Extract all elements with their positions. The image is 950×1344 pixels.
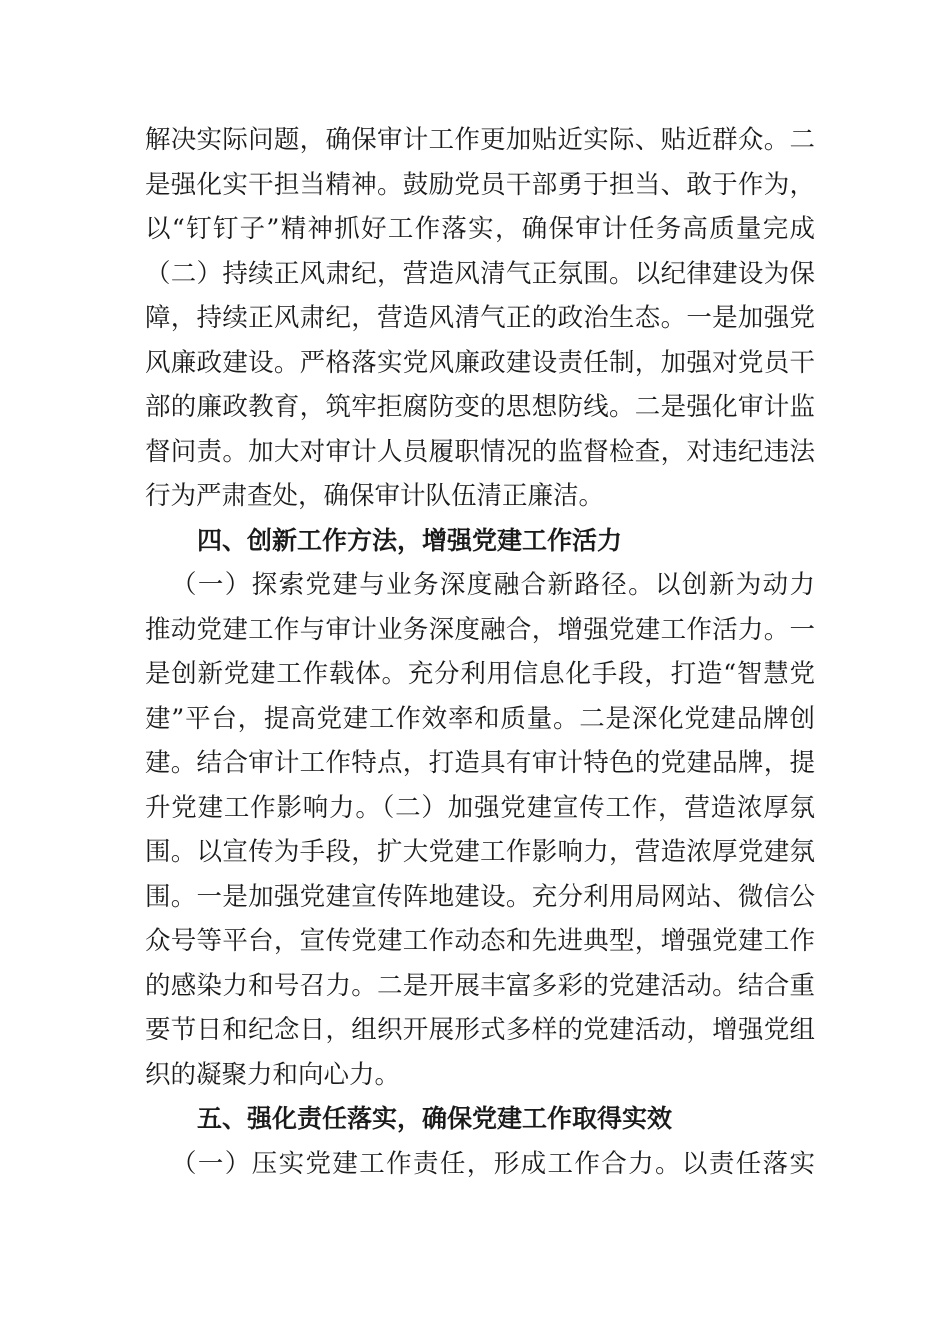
- section-heading-4: 四、创新工作方法，增强党建工作活力: [197, 525, 623, 555]
- paragraph-line: 建”平台，提高党建工作效率和质量。二是深化党建品牌创: [145, 703, 815, 734]
- paragraph-line: 障，持续正风肃纪，营造风清气正的政治生态。一是加强党: [145, 303, 815, 333]
- paragraph-line: 推动党建工作与审计业务深度融合，增强党建工作活力。一: [145, 614, 815, 645]
- paragraph-line: （二）持续正风肃纪，营造风清气正氛围。以纪律建设为保: [145, 258, 815, 289]
- paragraph-line: 是强化实干担当精神。鼓励党员干部勇于担当、敢于作为，: [145, 169, 815, 200]
- paragraph-line: （一）探索党建与业务深度融合新路径。以创新为动力: [171, 570, 815, 600]
- paragraph-line: 督问责。加大对审计人员履职情况的监督检查，对违纪违法: [145, 436, 815, 467]
- paragraph-line: 以“钉钉子”精神抓好工作落实，确保审计任务高质量完成: [145, 214, 815, 244]
- paragraph-line: 升党建工作影响力。（二）加强党建宣传工作，营造浓厚氛: [145, 792, 815, 823]
- paragraph-line: （一）压实党建工作责任，形成工作合力。以责任落实: [171, 1148, 815, 1179]
- paragraph-line: 的感染力和号召力。二是开展丰富多彩的党建活动。结合重: [145, 970, 815, 1001]
- section-heading-5: 五、强化责任落实，确保党建工作取得实效: [197, 1104, 673, 1133]
- paragraph-line: 建。结合审计工作特点，打造具有审计特色的党建品牌，提: [145, 748, 815, 778]
- paragraph-line: 是创新党建工作载体。充分利用信息化手段，打造“智慧党: [145, 659, 815, 689]
- paragraph-line: 围。以宣传为手段，扩大党建工作影响力，营造浓厚党建氛: [145, 837, 815, 867]
- document-body: [145, 118, 815, 1186]
- paragraph-line: 要节日和纪念日，组织开展形式多样的党建活动，增强党组: [145, 1015, 815, 1045]
- paragraph-line: 部的廉政教育，筑牢拒腐防变的思想防线。二是强化审计监: [145, 392, 815, 422]
- paragraph-line: 解决实际问题，确保审计工作更加贴近实际、贴近群众。二: [145, 125, 815, 155]
- paragraph-line: 围。一是加强党建宣传阵地建设。充分利用局网站、微信公: [145, 881, 815, 912]
- paragraph-line: 风廉政建设。严格落实党风廉政建设责任制，加强对党员干: [145, 347, 815, 378]
- paragraph-line: 织的凝聚力和向心力。: [145, 1059, 401, 1090]
- paragraph-line: 众号等平台，宣传党建工作动态和先进典型，增强党建工作: [145, 926, 815, 956]
- paragraph-line: 行为严肃查处，确保审计队伍清正廉洁。: [145, 481, 605, 511]
